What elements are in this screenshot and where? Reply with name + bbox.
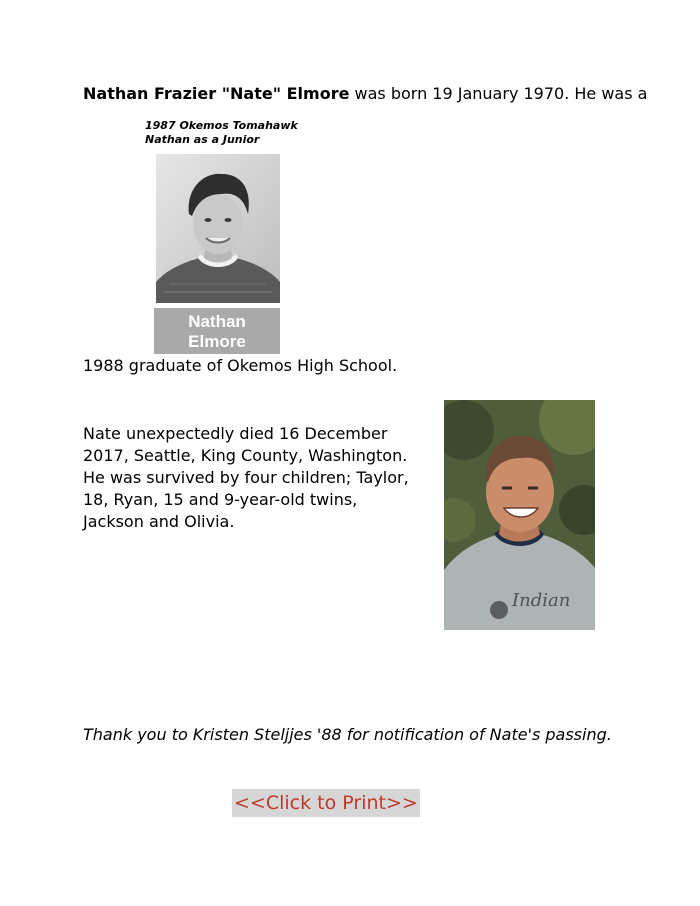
yearbook-caption	[145, 119, 298, 147]
intro-paragraph	[83, 83, 647, 105]
yearbook-photo	[156, 154, 280, 303]
death-notice: Nate unexpectedly died 16 December 2017, Seattle, King County, Washington. He was survived by four children; Taylor, 18, Ryan, 15 and 9-year-old twins, Jackson and Olivia.	[83, 424, 409, 531]
thanks-note: Thank you to Kristen Steljjes '88 for notification of Nate's passing.	[83, 725, 612, 744]
graduation-text: 1988 graduate of Okemos High School.	[83, 356, 398, 375]
person-name: Nathan Frazier "Nate" Elmore	[83, 84, 350, 103]
name-plate-first: Nathan	[188, 312, 246, 331]
yearbook-name-plate	[154, 308, 280, 354]
shirt-logo-text: Indian	[512, 590, 571, 611]
caption-line-2: Nathan as a Junior	[145, 133, 260, 146]
name-plate-last: Elmore	[188, 332, 246, 351]
adult-portrait-image	[444, 400, 595, 630]
yearbook-portrait-image	[156, 154, 280, 303]
intro-text: was born 19 January 1970. He was a	[349, 84, 648, 103]
print-button[interactable]: <<Click to Print>>	[232, 789, 420, 817]
caption-line-1: 1987 Okemos Tomahawk	[145, 119, 298, 132]
adult-photo	[444, 400, 595, 630]
